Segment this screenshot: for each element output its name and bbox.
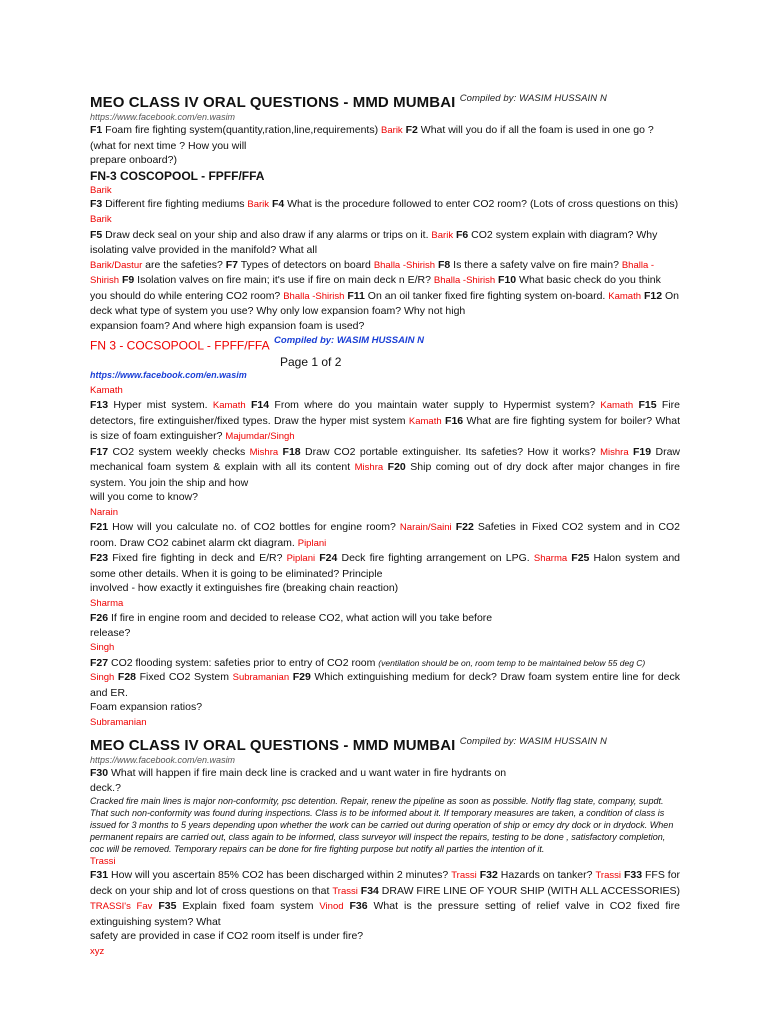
q-label: F10 [498, 274, 517, 286]
q-text: Draw CO2 portable extinguisher. Its safeties? How it works? [300, 445, 601, 458]
author-name: Subramanian [90, 716, 147, 728]
q-text: Draw deck seal on your ship and also draw if any alarms or trips on it. [102, 228, 432, 241]
q-text: Different fire fighting mediums [102, 197, 248, 210]
q-text: On an oil tanker fixed fire fighting system on-board. [364, 289, 609, 302]
q-text: CO2 system explain with diagram? Why isolating valve provided in the manifold? What all [90, 228, 658, 256]
author-name: Barik [90, 214, 112, 225]
author-name: Narain [90, 506, 118, 518]
q-label: F25 [571, 552, 590, 565]
author-name: Sharma [90, 597, 124, 609]
q-text: Types of detectors on board [238, 258, 374, 271]
author-name: Barik [247, 198, 270, 210]
question-block-f30 [90, 766, 680, 795]
author-name: Trassi [90, 856, 116, 868]
q-label: F21 [90, 521, 109, 534]
doc-title [90, 733, 680, 755]
question-block-f1-f2 [90, 123, 680, 168]
q-label: F33 [623, 869, 643, 882]
author-name: Barik [431, 229, 454, 241]
q-text: Halon system and some other details. When it is going to be eliminated? Principle [90, 552, 681, 580]
q-label: F20 [387, 461, 406, 474]
author-name: Majumdar/Singh [225, 431, 295, 443]
author-name: Barik [90, 184, 112, 196]
compiled-by: Compiled by: WASIM HUSSAIN N [459, 736, 607, 748]
author-name: Barik [381, 125, 403, 136]
q-text: CO2 flooding system: safeties prior to entry of CO2 room [108, 656, 379, 669]
author-name: Bhalla -Shirish [373, 259, 436, 271]
q-label: F28 [117, 671, 136, 684]
q-label: F23 [90, 552, 109, 565]
q-label: F1 [90, 124, 103, 136]
q-text: release? [90, 626, 131, 639]
author-name: Kamath [212, 400, 246, 412]
author-name: Kamath [608, 290, 642, 302]
q-label: F34 [360, 884, 379, 897]
section-heading: FN-3 COSCOPOOL - FPFF/FFA [90, 168, 265, 183]
author-name: Barik/Dastur [90, 259, 143, 271]
author-name: Bhalla -Shirish [283, 290, 345, 302]
q-label: F17 [90, 445, 109, 458]
q-label: F11 [347, 289, 365, 302]
q-label: F12 [643, 289, 663, 302]
q-text: What are fire fighting system for boiler? What is size of foam extinguisher? [90, 414, 681, 443]
author-name: Sharma [533, 553, 568, 565]
q-text: deck.? [90, 781, 121, 794]
q-text: What is the pressure setting of relief valve in CO2 fixed fire extinguishing system? What [90, 900, 680, 928]
q-label: F35 [158, 900, 177, 913]
answer-text: Cracked fire main lines is major non-conformity, psc detention. Repair, renew the pipeline as soon as possible. Notify flag state, company, supdt. That such non-conformity was found during inspections. Class is to be informed about it. If temporary measures are taken, a condition of class is issued for 3 months to 5 years depending upon whether the work can be carried out during operation of ship or emcy dry dock or in drydock. When permanent repairs are carried out, class again to be informed, class surveyor will inspect the repairs, testing to be done , satisfactory completion, coc will be removed. Temporary repairs can be done for fire fighting purpose but notify all parties the intention of it. [90, 796, 674, 855]
q-text: FFS for deck on your ship and lot of cross questions on that [90, 869, 681, 897]
q-text: Hyper mist system. [108, 399, 213, 412]
q-text: Foam expansion ratios? [90, 701, 203, 714]
q-label: F30 [90, 767, 109, 780]
author-name: Narain/Saini [399, 522, 452, 534]
title-text: MEO CLASS IV ORAL QUESTIONS - MMD MUMBAI [90, 94, 456, 111]
author-name: TRASSI's Fav [90, 901, 153, 913]
author-name: Trassi [595, 870, 621, 882]
q-text: Hazards on tanker? [497, 869, 596, 882]
q-text: Which extinguishing medium for deck? Draw foam system entire line for deck and ER. [90, 671, 681, 699]
q-text: On deck what type of system you use? Why only low expansion foam? Why not high [90, 289, 679, 317]
doc-title [90, 90, 680, 112]
q-label: F29 [292, 671, 311, 684]
q-text: involved - how exactly it extinguishes fire (breaking chain reaction) [90, 582, 399, 595]
q-label: F26 [90, 612, 109, 625]
author-name: Kamath [408, 415, 442, 427]
question-block-f31-f36 [90, 868, 680, 959]
compiled-by: Compiled by: WASIM HUSSAIN N [459, 93, 607, 104]
q-text: expansion foam? And where high expansion foam is used? [90, 319, 365, 332]
author-name: Piplani [286, 553, 316, 565]
section-heading-row [90, 333, 680, 353]
author-name: Kamath [90, 385, 123, 397]
q-label: F3 [90, 197, 103, 210]
q-label: F15 [638, 399, 657, 412]
q-text: How will you ascertain 85% CO2 has been discharged within 2 minutes? [108, 869, 452, 882]
q-text: What is the procedure followed to enter CO2 room? (Lots of cross questions on this) [284, 197, 679, 210]
q-label: F19 [633, 445, 652, 458]
q-note: (ventilation should be on, room temp to be maintained below 55 deg C) [378, 657, 646, 668]
q-text: Ship coming out of dry dock after major changes in fire system. You join the ship and how [90, 461, 681, 489]
q-text: Isolation valves on fire main; it's use if fire on main deck n E/R? [134, 274, 434, 286]
q-text: prepare onboard?) [90, 154, 177, 166]
q-label: F5 [90, 228, 103, 241]
author-name: xyz [90, 945, 105, 957]
question-block-f3-f12 [90, 197, 680, 334]
page-number: Page 1 of 2 [280, 355, 342, 370]
q-text: Is there a safety valve on fire main? [450, 258, 622, 271]
q-label: F22 [455, 521, 474, 534]
source-url: https://www.facebook.com/en.wasim [90, 755, 236, 766]
document-page [90, 90, 680, 959]
q-text: From where do you maintain water supply to Hypermist system? [269, 399, 601, 412]
q-label: F24 [319, 552, 338, 565]
author-name: Kamath [600, 400, 634, 412]
q-text: safety are provided in case if CO2 room itself is under fire? [90, 930, 364, 943]
q-text: What will happen if fire main deck line is cracked and u want water in fire hydrants on [108, 767, 507, 780]
q-label: F31 [90, 869, 109, 882]
q-text: Deck fire fighting arrangement on LPG. [337, 552, 534, 565]
q-label: F27 [90, 656, 109, 669]
q-label: F9 [121, 274, 135, 286]
q-text: will you come to know? [90, 491, 198, 504]
q-label: F18 [282, 445, 301, 458]
q-text: Explain fixed foam system [176, 900, 320, 913]
source-url: https://www.facebook.com/en.wasim [90, 112, 236, 122]
q-text: DRAW FIRE LINE OF YOUR SHIP (WITH ALL ACCESSORIES) [378, 884, 681, 897]
q-label: F32 [479, 869, 498, 882]
q-text: Fixed fire fighting in deck and E/R? [108, 552, 287, 565]
q-text: What will you do if all the foam is used in one go ? (what for next time ? How you will [90, 124, 654, 152]
question-block-f13-f29 [90, 398, 680, 730]
author-name: Trassi [451, 870, 477, 882]
compiled-by: Compiled by: WASIM HUSSAIN N [274, 335, 424, 346]
author-name: Bhalla -Shirish [90, 259, 655, 286]
q-text: Fixed CO2 System [136, 671, 233, 684]
author-name: Singh [90, 642, 115, 654]
q-label: F16 [445, 414, 464, 427]
q-text: Fire detectors, fire extinguisher/fixed types. Draw the hyper mist system [90, 399, 680, 427]
q-label: F6 [456, 228, 469, 241]
q-label: F4 [271, 197, 285, 210]
author-name: Singh [90, 672, 115, 684]
q-text: What basic check do you think you should do while entering CO2 room? [90, 274, 661, 302]
q-text: If fire in engine room and decided to release CO2, what action will you take before [108, 612, 493, 625]
q-label: F36 [349, 900, 368, 913]
author-name: Trassi [332, 885, 358, 897]
q-label: F14 [250, 399, 270, 412]
q-text: How will you calculate no. of CO2 bottles for engine room? [108, 521, 400, 534]
q-text: Draw mechanical foam system & explain with all its content [90, 445, 680, 474]
q-label: F2 [405, 124, 418, 136]
q-text: are the safeties? [142, 258, 226, 271]
q-label: F8 [437, 258, 451, 271]
author-name: Subramanian [232, 672, 290, 684]
author-name: Piplani [297, 537, 327, 549]
author-name: Mishra [354, 462, 384, 474]
author-name: Vinod [319, 901, 344, 913]
section-heading: FN 3 - COCSOPOOL - FPFF/FFA [90, 338, 270, 353]
q-label: F13 [90, 399, 109, 412]
author-name: Bhalla -Shirish [433, 275, 496, 286]
q-label: F7 [225, 258, 238, 271]
author-name: Mishra [249, 446, 279, 458]
title-text: MEO CLASS IV ORAL QUESTIONS - MMD MUMBAI [90, 737, 456, 755]
q-text: CO2 system weekly checks [108, 445, 250, 458]
q-text: Safeties in Fixed CO2 system and in CO2 room. Draw CO2 cabinet alarm ckt diagram. [90, 521, 681, 549]
q-text: Foam fire fighting system(quantity,ration,line,requirements) [102, 124, 382, 136]
author-name: Mishra [600, 446, 629, 458]
source-url: https://www.facebook.com/en.wasim [90, 370, 247, 381]
